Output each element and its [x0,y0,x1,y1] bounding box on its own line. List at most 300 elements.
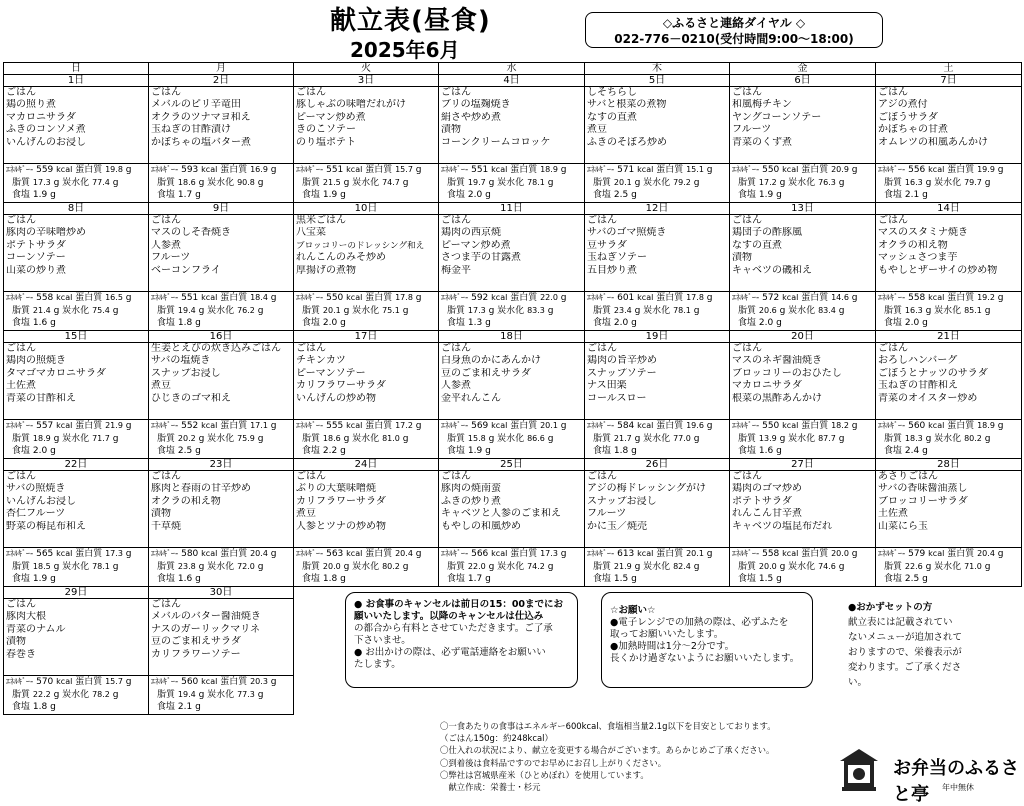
fat-label: 脂質 [738,305,757,316]
gram-unit: g [485,446,491,456]
menu-item: 生姜とえびの炊き込みごはん [151,343,281,354]
menu-item: 春巻き [6,648,36,660]
gram-unit: g [776,190,782,200]
energy-label: ｴﾈﾙｷﾞｰ [441,165,465,174]
salt-value: 1.7 [467,574,483,584]
salt-label: 食塩 [302,574,321,584]
gram-unit: g [125,165,132,175]
menu-item: マカロニサラダ [732,380,802,392]
protein-value: 18.9 [540,165,558,174]
fat-value: 20.1 [613,177,632,187]
day-date: 22日 [4,459,149,471]
fat-label: 脂質 [157,177,176,188]
carb-value: 72.0 [237,561,255,571]
salt-value: 2.0 [904,318,920,328]
gram-unit: g [125,549,132,559]
menu-item: 鶏肉の照焼き [6,355,66,367]
menu-item: キャベツと人参のごま和え [441,508,561,520]
gram-unit: g [488,177,495,188]
day-date: 10日 [294,203,439,215]
day-date: 9日 [149,203,294,215]
energy-value: 551 [471,165,489,175]
fat-value: 16.3 [904,305,923,315]
salt-value: 2.5 [904,574,920,584]
weekday-header: 木 [585,63,730,75]
day-nutrition: ｴﾈﾙｷﾞｰ- 550 kcal 蛋白質 20.9 g 脂質 17.2 g 炭水化 76.3 g 食塩 1.9 g [730,164,876,203]
gram-unit: g [776,446,782,456]
energy-label: ｴﾈﾙｷﾞｰ [441,421,465,430]
gram-unit: g [922,318,928,328]
energy-value: 560 [908,421,926,431]
energy-value: 572 [762,293,780,303]
gram-unit: g [776,318,782,328]
day-menu [439,471,585,548]
shop-logo-icon [838,747,880,793]
gram-unit: g [560,293,567,303]
energy-label: ｴﾈﾙｷﾞｰ [587,421,611,430]
day-date: 30日 [149,587,294,599]
gram-unit: g [195,318,201,328]
protein-label: 蛋白質 [801,165,829,175]
fat-value: 23.4 [613,305,632,315]
carb-value: 80.2 [964,433,982,443]
menu-item: オクラの和え物 [878,239,948,251]
menu-item: 梅金平 [441,264,471,276]
day-date: 2日 [149,75,294,87]
nutrition-row [4,548,1022,587]
day-nutrition: ｴﾈﾙｷﾞｰ- 579 kcal 蛋白質 20.4 g 脂質 22.6 g 炭水化 71.0 g 食塩 2.5 g [876,548,1022,587]
day-nutrition: ｴﾈﾙｷﾞｰ- 569 kcal 蛋白質 20.1 g 脂質 15.8 g 炭水化 86.6 g 食塩 1.9 g [439,420,585,459]
fat-value: 15.8 [467,433,486,443]
gram-unit: g [779,433,786,444]
day-date: 15日 [4,331,149,343]
carb-value: 81.0 [382,433,400,443]
cancel-line: ● お食事のキャンセルは前日の15：00までにお願いいたします。以降のキャンセルは仕込み [354,599,564,622]
menu-item: ごはん [6,87,36,98]
energy-label: ｴﾈﾙｷﾞｰ [296,549,320,558]
menu-item: 青菜のオイスター炒め [878,392,978,404]
menu-item: カリフラワーサラダ [296,380,386,392]
salt-value: 2.5 [613,190,629,200]
protein-value: 21.9 [105,421,123,430]
protein-value: 14.6 [831,293,849,302]
gram-unit: g [488,305,495,316]
menu-item: 人参とツナの炒め物 [296,520,386,532]
kcal-unit: kcal [782,421,799,430]
menu-item: サバの塩焼き [151,355,211,367]
day-menu [4,343,149,420]
gram-unit: g [984,177,991,188]
protein-label: 蛋白質 [75,677,103,687]
fat-label: 脂質 [157,433,176,444]
energy-label: ｴﾈﾙｷﾞｰ [151,421,175,430]
day-menu [876,215,1022,292]
fat-value: 22.0 [467,561,486,571]
day-nutrition: ｴﾈﾙｷﾞｰ- 550 kcal 蛋白質 17.8 g 脂質 20.1 g 炭水化 75.1 g 食塩 2.0 g [294,292,439,331]
carb-label: 炭水化 [788,305,816,316]
menu-item: タマゴマカロニサラダ [6,367,106,379]
gram-unit: g [838,177,845,188]
gram-unit: g [851,421,858,431]
protein-value: 19.9 [977,165,995,174]
fat-value: 19.4 [177,305,196,315]
menu-item: 青菜のくず煮 [732,136,792,148]
kcal-unit: kcal [637,293,654,302]
protein-value: 20.1 [540,421,558,430]
day-date: 27日 [730,459,876,471]
menu-item: 鶏の照り煮 [6,99,56,111]
menu-item: オクラのツナマヨ和え [151,111,251,123]
footer-notes [440,720,776,793]
day-menu [149,471,294,548]
carb-label: 炭水化 [643,561,671,572]
day-nutrition: ｴﾈﾙｷﾞｰ- 555 kcal 蛋白質 17.2 g 脂質 18.6 g 炭水化 81.0 g 食塩 2.2 g [294,420,439,459]
salt-value: 2.0 [467,190,483,200]
date-row [4,331,1022,343]
gram-unit: g [547,433,554,444]
protein-label: 蛋白質 [510,421,538,431]
carb-value: 77.4 [92,177,110,187]
carb-value: 85.1 [964,305,982,315]
day-date: 8日 [4,203,149,215]
fat-label: 脂質 [884,561,903,572]
salt-value: 2.4 [904,446,920,456]
energy-label: ｴﾈﾙｷﾞｰ [6,293,30,302]
carb-value: 76.3 [818,177,836,187]
salt-value: 1.6 [758,446,774,456]
carb-label: 炭水化 [62,689,90,700]
menu-item: 人参煮 [151,239,181,251]
gram-unit: g [112,305,119,316]
day-date: 1日 [4,75,149,87]
weekday-header: 水 [439,63,585,75]
energy-value: 584 [617,421,635,431]
gram-unit: g [779,561,786,572]
menu-item: ナスのガーリックマリネ [151,623,260,635]
day-menu [4,599,149,676]
carb-label: 炭水化 [497,177,525,188]
energy-value: 558 [762,549,780,559]
day-date: 23日 [149,459,294,471]
gram-unit: g [922,574,928,584]
protein-value: 17.1 [250,421,268,430]
salt-value: 1.3 [467,318,483,328]
salt-label: 食塩 [12,318,31,328]
fat-value: 22.6 [904,561,923,571]
fat-label: 脂質 [157,305,176,316]
carb-value: 74.2 [527,561,545,571]
menu-item: しそちらし [587,87,637,98]
fat-value: 18.6 [177,177,196,187]
day-menu [730,87,876,164]
menu-item: いんげんの炒め物 [296,392,376,404]
menu-item: 五目炒り煮 [587,264,637,276]
menu-item: スナップお浸し [151,367,221,379]
menu-item: ごはん [296,471,326,482]
day-date: 12日 [585,203,730,215]
menu-item: メバルのピリ辛竜田 [151,99,241,111]
carb-label: 炭水化 [934,305,962,316]
menu-item: ごはん [732,471,762,482]
protein-value: 20.1 [686,549,704,558]
carb-label: 炭水化 [934,433,962,444]
menu-item: オクラの和え物 [151,495,221,507]
menu-item: メバルのバター醤油焼き [151,611,261,623]
gram-unit: g [195,702,201,712]
day-nutrition: ｴﾈﾙｷﾞｰ- 550 kcal 蛋白質 18.2 g 脂質 13.9 g 炭水化 87.7 g 食塩 1.6 g [730,420,876,459]
fat-value: 20.2 [177,433,196,443]
fat-label: 脂質 [12,689,31,700]
gram-unit: g [343,561,350,572]
cancel-line: たします。 [354,659,401,670]
energy-label: ｴﾈﾙｷﾞｰ [6,677,30,686]
protein-label: 蛋白質 [656,549,684,559]
salt-label: 食塩 [593,190,612,200]
protein-value: 20.4 [250,549,268,558]
gram-unit: g [485,574,491,584]
carb-value: 82.4 [673,561,691,571]
gram-unit: g [634,561,641,572]
weekday-header: 火 [294,63,439,75]
date-row [4,75,1022,87]
menu-item: ごはん [732,343,762,354]
gram-unit: g [195,190,201,200]
menu-item: 鶏肉の西京焼 [441,227,501,239]
kcal-unit: kcal [56,165,73,174]
gram-unit: g [402,433,409,444]
gram-unit: g [415,165,422,175]
salt-value: 2.0 [322,318,338,328]
protein-value: 15.1 [686,165,704,174]
menu-item: ごはん [878,87,908,98]
gram-unit: g [415,421,422,431]
menu-row [4,87,1022,164]
carb-value: 77.3 [237,689,255,699]
day-nutrition: ｴﾈﾙｷﾞｰ- 584 kcal 蛋白質 19.6 g 脂質 21.7 g 炭水化 77.0 g 食塩 1.8 g [585,420,730,459]
kcal-unit: kcal [346,165,363,174]
carb-value: 87.7 [818,433,836,443]
protein-value: 17.8 [395,293,413,302]
energy-label: ｴﾈﾙｷﾞｰ [6,165,30,174]
kcal-unit: kcal [491,421,508,430]
menu-item: ブロッコリーのおひたし [732,367,842,379]
day-date: 19日 [585,331,730,343]
menu-item: フルーツ [151,252,191,264]
set-line: ないメニューが追加されて [848,632,963,643]
day-menu [585,471,730,548]
salt-label: 食塩 [738,318,757,328]
gram-unit: g [706,293,713,303]
day-nutrition: ｴﾈﾙｷﾞｰ- 601 kcal 蛋白質 17.8 g 脂質 23.4 g 炭水化 78.1 g 食塩 2.0 g [585,292,730,331]
protein-value: 19.8 [105,165,123,174]
gram-unit: g [925,177,932,188]
fat-value: 21.4 [32,305,51,315]
gram-unit: g [706,165,713,175]
menu-item: きのこソテー [296,124,356,136]
day-date: 29日 [4,587,149,599]
salt-label: 食塩 [157,190,176,200]
menu-item: マスのネギ醤油焼き [732,355,822,367]
fat-label: 脂質 [12,305,31,316]
gram-unit: g [50,702,56,712]
protein-label: 蛋白質 [220,293,248,303]
energy-value: 551 [181,293,199,303]
menu-item: 煮豆 [587,124,607,136]
menu-item: オムレツの和風あんかけ [878,136,988,148]
kcal-unit: kcal [928,549,945,558]
menu-item: ごはん [441,87,471,98]
gram-unit: g [125,677,132,687]
protein-value: 16.9 [250,165,268,174]
gram-unit: g [984,305,991,316]
salt-value: 1.7 [177,190,193,200]
carb-value: 78.1 [92,561,110,571]
day-nutrition: ｴﾈﾙｷﾞｰ- 558 kcal 蛋白質 19.2 g 脂質 16.3 g 炭水化 85.1 g 食塩 2.0 g [876,292,1022,331]
gram-unit: g [984,561,991,572]
gram-unit: g [776,574,782,584]
menu-item: ブロッコリーのドレッシング和え [296,240,425,251]
gram-unit: g [53,561,60,572]
nutrition-row [4,164,1022,203]
fat-value: 23.8 [177,561,196,571]
nutrition-row [4,292,1022,331]
page-title: 献立表(昼食) [330,6,491,36]
menu-item: ごぼうとナッツのサラダ [878,367,988,379]
fat-label: 脂質 [447,305,466,316]
kcal-unit: kcal [201,165,218,174]
energy-value: 558 [36,293,54,303]
carb-value: 74.7 [382,177,400,187]
day-menu [585,343,730,420]
menu-item: 豆サラダ [587,239,627,251]
protein-value: 15.7 [395,165,413,174]
day-nutrition: ｴﾈﾙｷﾞｰ- 551 kcal 蛋白質 15.7 g 脂質 21.5 g 炭水化 74.7 g 食塩 1.9 g [294,164,439,203]
day-date: 25日 [439,459,585,471]
energy-label: ｴﾈﾙｷﾞｰ [878,421,902,430]
menu-item: カリフラワーソテー [151,648,241,660]
gram-unit: g [198,561,205,572]
day-menu [149,599,294,676]
gram-unit: g [257,689,264,700]
fat-label: 脂質 [302,177,321,188]
carb-label: 炭水化 [62,305,90,316]
menu-item: ごはん [151,215,181,226]
kcal-unit: kcal [346,549,363,558]
menu-item: ベーコンフライ [151,264,221,276]
set-line: い。 [848,677,868,688]
day-menu [730,215,876,292]
day-date: 3日 [294,75,439,87]
gram-unit: g [112,689,119,700]
menu-item: コールスロー [587,392,647,404]
gram-unit: g [634,177,641,188]
salt-label: 食塩 [884,190,903,200]
menu-item: ポテトサラダ [6,239,66,251]
salt-value: 2.0 [758,318,774,328]
gram-unit: g [125,421,132,431]
day-nutrition: ｴﾈﾙｷﾞｰ- 572 kcal 蛋白質 14.6 g 脂質 20.6 g 炭水化 83.4 g 食塩 2.0 g [730,292,876,331]
fat-value: 20.6 [758,305,777,315]
carb-label: 炭水化 [497,561,525,572]
salt-value: 1.9 [758,190,774,200]
salt-value: 2.0 [613,318,629,328]
salt-value: 2.1 [904,190,920,200]
menu-item: ごはん [6,599,36,610]
energy-value: 552 [181,421,199,431]
menu-item: 野菜の梅昆布和え [6,520,86,532]
fat-label: 脂質 [302,561,321,572]
salt-value: 1.9 [467,446,483,456]
gram-unit: g [997,165,1004,175]
energy-value: 579 [908,549,926,559]
gram-unit: g [270,677,277,687]
fat-value: 21.5 [322,177,341,187]
day-menu [730,471,876,548]
set-line: 献立表には記載されてい [848,617,953,628]
gram-unit: g [257,305,264,316]
menu-item: サバの照焼き [6,483,66,495]
energy-label: ｴﾈﾙｷﾞｰ [151,293,175,302]
gram-unit: g [53,177,60,188]
fat-label: 脂質 [157,689,176,700]
energy-value: 558 [908,293,926,303]
gram-unit: g [257,433,264,444]
menu-item: 漬物 [732,252,752,264]
energy-value: 557 [36,421,54,431]
menu-item: 豚しゃぶの味噌だれがけ [296,99,406,111]
fat-label: 脂質 [884,433,903,444]
day-nutrition: ｴﾈﾙｷﾞｰ- 613 kcal 蛋白質 20.1 g 脂質 21.9 g 炭水化 82.4 g 食塩 1.5 g [585,548,730,587]
carb-label: 炭水化 [207,561,235,572]
energy-value: 566 [471,549,489,559]
day-nutrition: ｴﾈﾙｷﾞｰ- 558 kcal 蛋白質 16.5 g 脂質 21.4 g 炭水化 75.4 g 食塩 1.6 g [4,292,149,331]
salt-value: 1.5 [613,574,629,584]
kcal-unit: kcal [201,677,218,686]
menu-item: ブリの塩麹焼き [441,99,511,111]
gram-unit: g [198,433,205,444]
gram-unit: g [547,561,554,572]
energy-value: 592 [471,293,489,303]
protein-value: 17.3 [540,549,558,558]
energy-label: ｴﾈﾙｷﾞｰ [296,293,320,302]
menu-item: ごはん [732,87,762,98]
protein-label: 蛋白質 [510,165,538,175]
salt-label: 食塩 [884,446,903,456]
menu-item: 金平れんこん [441,392,501,404]
footer-line: 〇仕入れの状況により、献立を変更する場合がございます。あらかじめご了承ください。 [440,745,775,756]
day-nutrition: ｴﾈﾙｷﾞｰ- 580 kcal 蛋白質 20.4 g 脂質 23.8 g 炭水化 72.0 g 食塩 1.6 g [149,548,294,587]
menu-item: 漬物 [441,124,461,136]
set-line: おりますので、栄養表示が [848,647,962,658]
menu-item: なすの直煮 [587,111,637,123]
gram-unit: g [851,293,858,303]
carb-value: 74.6 [818,561,836,571]
menu-item: ピーマン炒め煮 [441,239,511,251]
menu-item: れんこん甘辛煮 [732,508,802,520]
day-date: 24日 [294,459,439,471]
protein-label: 蛋白質 [365,549,393,559]
gram-unit: g [997,293,1004,303]
salt-value: 2.1 [177,702,193,712]
day-nutrition: ｴﾈﾙｷﾞｰ- 551 kcal 蛋白質 18.4 g 脂質 19.4 g 炭水化 76.2 g 食塩 1.8 g [149,292,294,331]
day-menu [4,215,149,292]
fat-value: 20.1 [322,305,341,315]
energy-value: 551 [326,165,344,175]
request-line: ●加熱時間は1分～2分です。 [610,641,735,652]
gram-unit: g [485,318,491,328]
gram-unit: g [779,177,786,188]
carb-label: 炭水化 [352,305,380,316]
